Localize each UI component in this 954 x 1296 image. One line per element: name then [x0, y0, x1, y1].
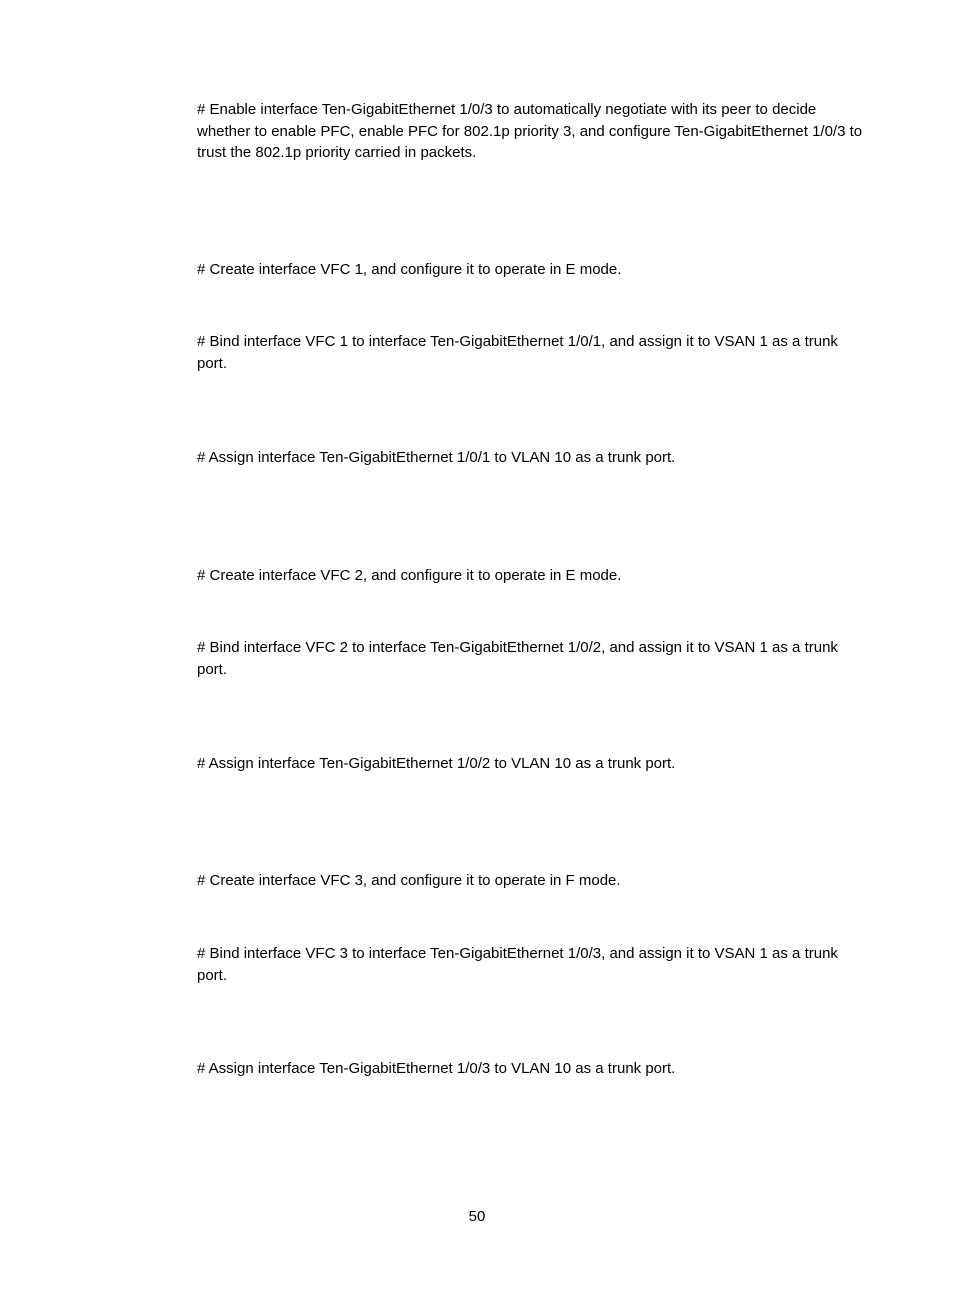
paragraph-create-vfc1: # Create interface VFC 1, and configure it to operate in E mode. — [197, 261, 622, 278]
paragraph-assign-port2: # Assign interface Ten-GigabitEthernet 1/0/2 to VLAN 10 as a trunk port. — [197, 755, 676, 772]
paragraph-create-vfc3: # Create interface VFC 3, and configure it to operate in F mode. — [197, 872, 621, 889]
paragraph-bind-vfc2: # Bind interface VFC 2 to interface Ten-GigabitEthernet 1/0/2, and assign it to VSAN 1 as a trunk port. — [197, 639, 838, 678]
paragraph-bind-vfc1: # Bind interface VFC 1 to interface Ten-GigabitEthernet 1/0/1, and assign it to VSAN 1 as a trunk port. — [197, 333, 838, 372]
paragraph-assign-port3: # Assign interface Ten-GigabitEthernet 1/0/3 to VLAN 10 as a trunk port. — [197, 1060, 676, 1077]
paragraph-assign-port1: # Assign interface Ten-GigabitEthernet 1/0/1 to VLAN 10 as a trunk port. — [197, 449, 676, 466]
paragraph-create-vfc2: # Create interface VFC 2, and configure it to operate in E mode. — [197, 567, 622, 584]
paragraph-bind-vfc3: # Bind interface VFC 3 to interface Ten-GigabitEthernet 1/0/3, and assign it to VSAN 1 as a trunk port. — [197, 945, 838, 984]
page-number: 50 — [468, 1208, 486, 1225]
paragraph-enable-pfc: # Enable interface Ten-GigabitEthernet 1/0/3 to automatically negotiate with its peer to decide whether to enable PFC, enable PFC for 802.1p priority 3, and configure Ten-GigabitEthernet 1/0/3 to trust the 802.1p priority carried in packets. — [197, 101, 863, 161]
